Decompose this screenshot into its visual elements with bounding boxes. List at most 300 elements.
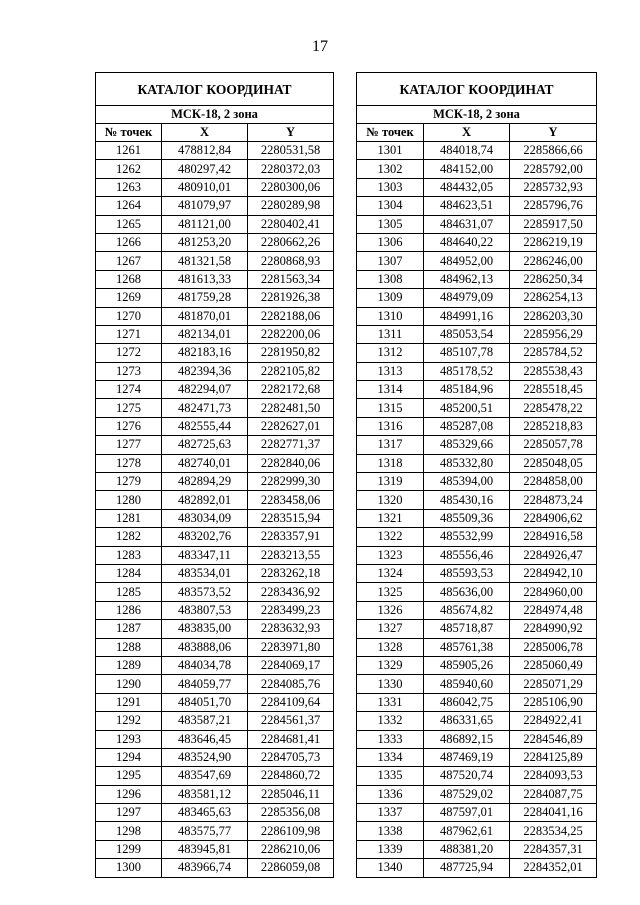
point-number-cell: 1298 xyxy=(96,822,162,840)
point-number-cell: 1327 xyxy=(357,620,424,638)
y-coordinate-cell: 2286109,98 xyxy=(248,822,334,840)
table-row xyxy=(357,270,597,288)
point-number-cell: 1304 xyxy=(357,197,424,215)
table-row xyxy=(96,601,334,619)
table-row xyxy=(96,767,334,785)
table-row xyxy=(357,399,597,417)
x-coordinate-cell: 484018,74 xyxy=(424,142,510,160)
x-coordinate-cell: 483547,69 xyxy=(162,767,248,785)
table-row xyxy=(357,454,597,472)
x-coordinate-cell: 485905,26 xyxy=(424,656,510,674)
y-coordinate-cell: 2285057,78 xyxy=(510,436,597,454)
x-coordinate-cell: 485430,16 xyxy=(424,491,510,509)
point-number-cell: 1297 xyxy=(96,804,162,822)
y-coordinate-cell: 2280289,98 xyxy=(248,197,334,215)
y-coordinate-cell: 2283971,80 xyxy=(248,638,334,656)
point-number-cell: 1325 xyxy=(357,583,424,601)
table-row xyxy=(357,804,597,822)
y-coordinate-cell: 2284561,37 xyxy=(248,712,334,730)
point-number-cell: 1330 xyxy=(357,675,424,693)
point-number-cell: 1289 xyxy=(96,656,162,674)
y-coordinate-cell: 2285356,08 xyxy=(248,804,334,822)
table-row xyxy=(96,693,334,711)
table-row xyxy=(357,160,597,178)
x-coordinate-cell: 480297,42 xyxy=(162,160,248,178)
x-coordinate-cell: 484631,07 xyxy=(424,215,510,233)
point-number-cell: 1303 xyxy=(357,178,424,196)
table-row xyxy=(357,601,597,619)
table-row xyxy=(96,399,334,417)
x-coordinate-cell: 483534,01 xyxy=(162,564,248,582)
point-number-cell: 1336 xyxy=(357,785,424,803)
y-coordinate-cell: 2284125,89 xyxy=(510,748,597,766)
table-row xyxy=(96,473,334,491)
x-coordinate-cell: 481121,00 xyxy=(162,215,248,233)
y-coordinate-cell: 2284357,31 xyxy=(510,840,597,858)
point-number-cell: 1261 xyxy=(96,142,162,160)
x-coordinate-cell: 484952,00 xyxy=(424,252,510,270)
y-coordinate-cell: 2280662,26 xyxy=(248,233,334,251)
table-row xyxy=(357,362,597,380)
y-coordinate-cell: 2280402,41 xyxy=(248,215,334,233)
point-number-cell: 1274 xyxy=(96,381,162,399)
point-number-cell: 1319 xyxy=(357,473,424,491)
x-coordinate-cell: 484979,09 xyxy=(424,289,510,307)
x-coordinate-cell: 482183,16 xyxy=(162,344,248,362)
y-coordinate-cell: 2281926,38 xyxy=(248,289,334,307)
table-row xyxy=(357,436,597,454)
point-number-cell: 1305 xyxy=(357,215,424,233)
point-number-cell: 1323 xyxy=(357,546,424,564)
x-coordinate-cell: 485329,66 xyxy=(424,436,510,454)
table-row xyxy=(357,289,597,307)
y-coordinate-cell: 2285071,29 xyxy=(510,675,597,693)
table-row xyxy=(357,233,597,251)
point-number-cell: 1264 xyxy=(96,197,162,215)
point-number-cell: 1293 xyxy=(96,730,162,748)
y-coordinate-cell: 2286059,08 xyxy=(248,859,334,877)
y-coordinate-cell: 2282481,50 xyxy=(248,399,334,417)
point-number-cell: 1273 xyxy=(96,362,162,380)
table-row xyxy=(96,491,334,509)
x-coordinate-cell: 483966,74 xyxy=(162,859,248,877)
table-row xyxy=(357,620,597,638)
point-number-cell: 1328 xyxy=(357,638,424,656)
point-number-cell: 1283 xyxy=(96,546,162,564)
column-header-x: X xyxy=(424,124,510,142)
x-coordinate-cell: 484991,16 xyxy=(424,307,510,325)
table-row xyxy=(96,160,334,178)
point-number-cell: 1287 xyxy=(96,620,162,638)
y-coordinate-cell: 2286203,30 xyxy=(510,307,597,325)
point-number-cell: 1312 xyxy=(357,344,424,362)
table-row xyxy=(96,362,334,380)
y-coordinate-cell: 2285106,90 xyxy=(510,693,597,711)
y-coordinate-cell: 2284093,53 xyxy=(510,767,597,785)
x-coordinate-cell: 484962,13 xyxy=(424,270,510,288)
point-number-cell: 1262 xyxy=(96,160,162,178)
table-row xyxy=(96,436,334,454)
point-number-cell: 1269 xyxy=(96,289,162,307)
catalog-subtitle: МСК-18, 2 зона xyxy=(357,106,597,124)
point-number-cell: 1315 xyxy=(357,399,424,417)
table-row xyxy=(96,712,334,730)
y-coordinate-cell: 2285478,22 xyxy=(510,399,597,417)
table-row xyxy=(357,785,597,803)
column-header-point-number: № точек xyxy=(357,124,424,142)
x-coordinate-cell: 482555,44 xyxy=(162,417,248,435)
table-row xyxy=(357,656,597,674)
table-row xyxy=(357,748,597,766)
table-row xyxy=(96,620,334,638)
x-coordinate-cell: 478812,84 xyxy=(162,142,248,160)
point-number-cell: 1281 xyxy=(96,509,162,527)
table-row xyxy=(357,178,597,196)
table-row xyxy=(357,840,597,858)
catalog-title: КАТАЛОГ КООРДИНАТ xyxy=(96,73,334,106)
table-row xyxy=(96,197,334,215)
table-row xyxy=(357,822,597,840)
y-coordinate-cell: 2284990,92 xyxy=(510,620,597,638)
x-coordinate-cell: 485394,00 xyxy=(424,473,510,491)
x-coordinate-cell: 482894,29 xyxy=(162,473,248,491)
table-row xyxy=(357,564,597,582)
column-header-y: Y xyxy=(248,124,334,142)
point-number-cell: 1291 xyxy=(96,693,162,711)
y-coordinate-cell: 2284860,72 xyxy=(248,767,334,785)
table-row xyxy=(96,252,334,270)
y-coordinate-cell: 2285048,05 xyxy=(510,454,597,472)
y-coordinate-cell: 2283534,25 xyxy=(510,822,597,840)
y-coordinate-cell: 2282627,01 xyxy=(248,417,334,435)
point-number-cell: 1314 xyxy=(357,381,424,399)
point-number-cell: 1271 xyxy=(96,325,162,343)
point-number-cell: 1286 xyxy=(96,601,162,619)
x-coordinate-cell: 485761,38 xyxy=(424,638,510,656)
y-coordinate-cell: 2284681,41 xyxy=(248,730,334,748)
table-row xyxy=(96,748,334,766)
x-coordinate-cell: 480910,01 xyxy=(162,178,248,196)
x-coordinate-cell: 484051,70 xyxy=(162,693,248,711)
x-coordinate-cell: 483202,76 xyxy=(162,528,248,546)
x-coordinate-cell: 486892,15 xyxy=(424,730,510,748)
point-number-cell: 1285 xyxy=(96,583,162,601)
y-coordinate-cell: 2280300,06 xyxy=(248,178,334,196)
x-coordinate-cell: 485556,46 xyxy=(424,546,510,564)
catalog-title: КАТАЛОГ КООРДИНАТ xyxy=(357,73,597,106)
point-number-cell: 1299 xyxy=(96,840,162,858)
y-coordinate-cell: 2285006,78 xyxy=(510,638,597,656)
y-coordinate-cell: 2283262,18 xyxy=(248,564,334,582)
x-coordinate-cell: 485200,51 xyxy=(424,399,510,417)
y-coordinate-cell: 2285866,66 xyxy=(510,142,597,160)
table-row xyxy=(96,564,334,582)
point-number-cell: 1266 xyxy=(96,233,162,251)
y-coordinate-cell: 2284041,16 xyxy=(510,804,597,822)
y-coordinate-cell: 2285917,50 xyxy=(510,215,597,233)
x-coordinate-cell: 483587,21 xyxy=(162,712,248,730)
y-coordinate-cell: 2283458,06 xyxy=(248,491,334,509)
y-coordinate-cell: 2284069,17 xyxy=(248,656,334,674)
y-coordinate-cell: 2283499,23 xyxy=(248,601,334,619)
point-number-cell: 1332 xyxy=(357,712,424,730)
point-number-cell: 1267 xyxy=(96,252,162,270)
x-coordinate-cell: 486331,65 xyxy=(424,712,510,730)
table-row xyxy=(357,546,597,564)
y-coordinate-cell: 2286254,13 xyxy=(510,289,597,307)
x-coordinate-cell: 481613,33 xyxy=(162,270,248,288)
point-number-cell: 1337 xyxy=(357,804,424,822)
point-number-cell: 1290 xyxy=(96,675,162,693)
y-coordinate-cell: 2285218,83 xyxy=(510,417,597,435)
y-coordinate-cell: 2284922,41 xyxy=(510,712,597,730)
table-row xyxy=(357,307,597,325)
table-row xyxy=(357,675,597,693)
x-coordinate-cell: 484059,77 xyxy=(162,675,248,693)
point-number-cell: 1284 xyxy=(96,564,162,582)
y-coordinate-cell: 2286210,06 xyxy=(248,840,334,858)
y-coordinate-cell: 2282840,06 xyxy=(248,454,334,472)
y-coordinate-cell: 2285732,93 xyxy=(510,178,597,196)
table-row xyxy=(357,712,597,730)
y-coordinate-cell: 2284352,01 xyxy=(510,859,597,877)
table-row xyxy=(96,307,334,325)
x-coordinate-cell: 487962,61 xyxy=(424,822,510,840)
point-number-cell: 1294 xyxy=(96,748,162,766)
point-number-cell: 1296 xyxy=(96,785,162,803)
point-number-cell: 1324 xyxy=(357,564,424,582)
point-number-cell: 1278 xyxy=(96,454,162,472)
x-coordinate-cell: 483888,06 xyxy=(162,638,248,656)
table-row xyxy=(96,730,334,748)
x-coordinate-cell: 485509,36 xyxy=(424,509,510,527)
column-header-x: X xyxy=(162,124,248,142)
table-row xyxy=(96,325,334,343)
x-coordinate-cell: 485674,82 xyxy=(424,601,510,619)
y-coordinate-cell: 2282999,30 xyxy=(248,473,334,491)
table-row xyxy=(96,215,334,233)
y-coordinate-cell: 2286219,19 xyxy=(510,233,597,251)
table-row xyxy=(357,583,597,601)
y-coordinate-cell: 2286246,00 xyxy=(510,252,597,270)
x-coordinate-cell: 485940,60 xyxy=(424,675,510,693)
y-coordinate-cell: 2285060,49 xyxy=(510,656,597,674)
table-row xyxy=(96,417,334,435)
point-number-cell: 1320 xyxy=(357,491,424,509)
table-row xyxy=(96,178,334,196)
point-number-cell: 1277 xyxy=(96,436,162,454)
y-coordinate-cell: 2281563,34 xyxy=(248,270,334,288)
x-coordinate-cell: 484152,00 xyxy=(424,160,510,178)
x-coordinate-cell: 481759,28 xyxy=(162,289,248,307)
point-number-cell: 1311 xyxy=(357,325,424,343)
table-row xyxy=(96,804,334,822)
table-row xyxy=(96,675,334,693)
point-number-cell: 1279 xyxy=(96,473,162,491)
y-coordinate-cell: 2284705,73 xyxy=(248,748,334,766)
x-coordinate-cell: 485178,52 xyxy=(424,362,510,380)
y-coordinate-cell: 2284546,89 xyxy=(510,730,597,748)
x-coordinate-cell: 482725,63 xyxy=(162,436,248,454)
point-number-cell: 1265 xyxy=(96,215,162,233)
table-row xyxy=(96,344,334,362)
table-row xyxy=(357,197,597,215)
y-coordinate-cell: 2285046,11 xyxy=(248,785,334,803)
x-coordinate-cell: 481870,01 xyxy=(162,307,248,325)
y-coordinate-cell: 2285796,76 xyxy=(510,197,597,215)
x-coordinate-cell: 483581,12 xyxy=(162,785,248,803)
x-coordinate-cell: 483347,11 xyxy=(162,546,248,564)
table-row xyxy=(96,289,334,307)
coordinate-catalog-right xyxy=(356,72,597,878)
table-row xyxy=(96,822,334,840)
x-coordinate-cell: 484432,05 xyxy=(424,178,510,196)
y-coordinate-cell: 2282188,06 xyxy=(248,307,334,325)
x-coordinate-cell: 483573,52 xyxy=(162,583,248,601)
point-number-cell: 1288 xyxy=(96,638,162,656)
point-number-cell: 1316 xyxy=(357,417,424,435)
table-row xyxy=(96,454,334,472)
x-coordinate-cell: 487725,94 xyxy=(424,859,510,877)
y-coordinate-cell: 2285784,52 xyxy=(510,344,597,362)
table-row xyxy=(96,656,334,674)
table-row xyxy=(96,528,334,546)
x-coordinate-cell: 483807,53 xyxy=(162,601,248,619)
y-coordinate-cell: 2285538,43 xyxy=(510,362,597,380)
table-row xyxy=(96,233,334,251)
table-row xyxy=(357,215,597,233)
x-coordinate-cell: 482394,36 xyxy=(162,362,248,380)
x-coordinate-cell: 487529,02 xyxy=(424,785,510,803)
coordinate-catalog-left xyxy=(95,72,334,878)
x-coordinate-cell: 482134,01 xyxy=(162,325,248,343)
point-number-cell: 1275 xyxy=(96,399,162,417)
x-coordinate-cell: 485107,78 xyxy=(424,344,510,362)
page-number: 17 xyxy=(312,38,328,55)
y-coordinate-cell: 2284087,75 xyxy=(510,785,597,803)
x-coordinate-cell: 487520,74 xyxy=(424,767,510,785)
y-coordinate-cell: 2284085,76 xyxy=(248,675,334,693)
x-coordinate-cell: 484640,22 xyxy=(424,233,510,251)
point-number-cell: 1317 xyxy=(357,436,424,454)
point-number-cell: 1276 xyxy=(96,417,162,435)
point-number-cell: 1329 xyxy=(357,656,424,674)
y-coordinate-cell: 2283436,92 xyxy=(248,583,334,601)
x-coordinate-cell: 484034,78 xyxy=(162,656,248,674)
table-row xyxy=(357,491,597,509)
y-coordinate-cell: 2284906,62 xyxy=(510,509,597,527)
table-row xyxy=(357,381,597,399)
point-number-cell: 1301 xyxy=(357,142,424,160)
y-coordinate-cell: 2285792,00 xyxy=(510,160,597,178)
x-coordinate-cell: 483646,45 xyxy=(162,730,248,748)
y-coordinate-cell: 2282105,82 xyxy=(248,362,334,380)
y-coordinate-cell: 2282200,06 xyxy=(248,325,334,343)
table-row xyxy=(96,142,334,160)
table-row xyxy=(357,509,597,527)
table-row xyxy=(96,840,334,858)
table-row xyxy=(357,252,597,270)
x-coordinate-cell: 483945,81 xyxy=(162,840,248,858)
table-row xyxy=(357,528,597,546)
x-coordinate-cell: 485184,96 xyxy=(424,381,510,399)
x-coordinate-cell: 483575,77 xyxy=(162,822,248,840)
table-row xyxy=(357,325,597,343)
table-row xyxy=(96,638,334,656)
point-number-cell: 1322 xyxy=(357,528,424,546)
point-number-cell: 1263 xyxy=(96,178,162,196)
point-number-cell: 1272 xyxy=(96,344,162,362)
y-coordinate-cell: 2282172,68 xyxy=(248,381,334,399)
table-row xyxy=(357,473,597,491)
y-coordinate-cell: 2280868,93 xyxy=(248,252,334,270)
point-number-cell: 1268 xyxy=(96,270,162,288)
x-coordinate-cell: 483034,09 xyxy=(162,509,248,527)
y-coordinate-cell: 2281950,82 xyxy=(248,344,334,362)
x-coordinate-cell: 483465,63 xyxy=(162,804,248,822)
y-coordinate-cell: 2285956,29 xyxy=(510,325,597,343)
x-coordinate-cell: 481079,97 xyxy=(162,197,248,215)
table-row xyxy=(96,509,334,527)
point-number-cell: 1307 xyxy=(357,252,424,270)
table-row xyxy=(357,730,597,748)
point-number-cell: 1339 xyxy=(357,840,424,858)
x-coordinate-cell: 485718,87 xyxy=(424,620,510,638)
table-row xyxy=(96,583,334,601)
point-number-cell: 1335 xyxy=(357,767,424,785)
x-coordinate-cell: 483835,00 xyxy=(162,620,248,638)
table-row xyxy=(96,859,334,877)
table-row xyxy=(357,638,597,656)
y-coordinate-cell: 2284974,48 xyxy=(510,601,597,619)
y-coordinate-cell: 2282771,37 xyxy=(248,436,334,454)
point-number-cell: 1331 xyxy=(357,693,424,711)
y-coordinate-cell: 2283213,55 xyxy=(248,546,334,564)
table-row xyxy=(357,693,597,711)
table-row xyxy=(357,417,597,435)
table-row xyxy=(357,767,597,785)
table-row xyxy=(96,270,334,288)
point-number-cell: 1333 xyxy=(357,730,424,748)
y-coordinate-cell: 2284109,64 xyxy=(248,693,334,711)
x-coordinate-cell: 482740,01 xyxy=(162,454,248,472)
table-row xyxy=(96,785,334,803)
x-coordinate-cell: 485593,53 xyxy=(424,564,510,582)
y-coordinate-cell: 2280531,58 xyxy=(248,142,334,160)
catalog-subtitle: МСК-18, 2 зона xyxy=(96,106,334,124)
point-number-cell: 1326 xyxy=(357,601,424,619)
y-coordinate-cell: 2285518,45 xyxy=(510,381,597,399)
y-coordinate-cell: 2283357,91 xyxy=(248,528,334,546)
point-number-cell: 1302 xyxy=(357,160,424,178)
x-coordinate-cell: 481321,58 xyxy=(162,252,248,270)
table-row xyxy=(96,546,334,564)
x-coordinate-cell: 485332,80 xyxy=(424,454,510,472)
x-coordinate-cell: 482471,73 xyxy=(162,399,248,417)
y-coordinate-cell: 2283515,94 xyxy=(248,509,334,527)
y-coordinate-cell: 2284960,00 xyxy=(510,583,597,601)
point-number-cell: 1282 xyxy=(96,528,162,546)
point-number-cell: 1295 xyxy=(96,767,162,785)
x-coordinate-cell: 485053,54 xyxy=(424,325,510,343)
point-number-cell: 1310 xyxy=(357,307,424,325)
y-coordinate-cell: 2284916,58 xyxy=(510,528,597,546)
point-number-cell: 1306 xyxy=(357,233,424,251)
table-row xyxy=(96,381,334,399)
y-coordinate-cell: 2283632,93 xyxy=(248,620,334,638)
point-number-cell: 1340 xyxy=(357,859,424,877)
point-number-cell: 1280 xyxy=(96,491,162,509)
